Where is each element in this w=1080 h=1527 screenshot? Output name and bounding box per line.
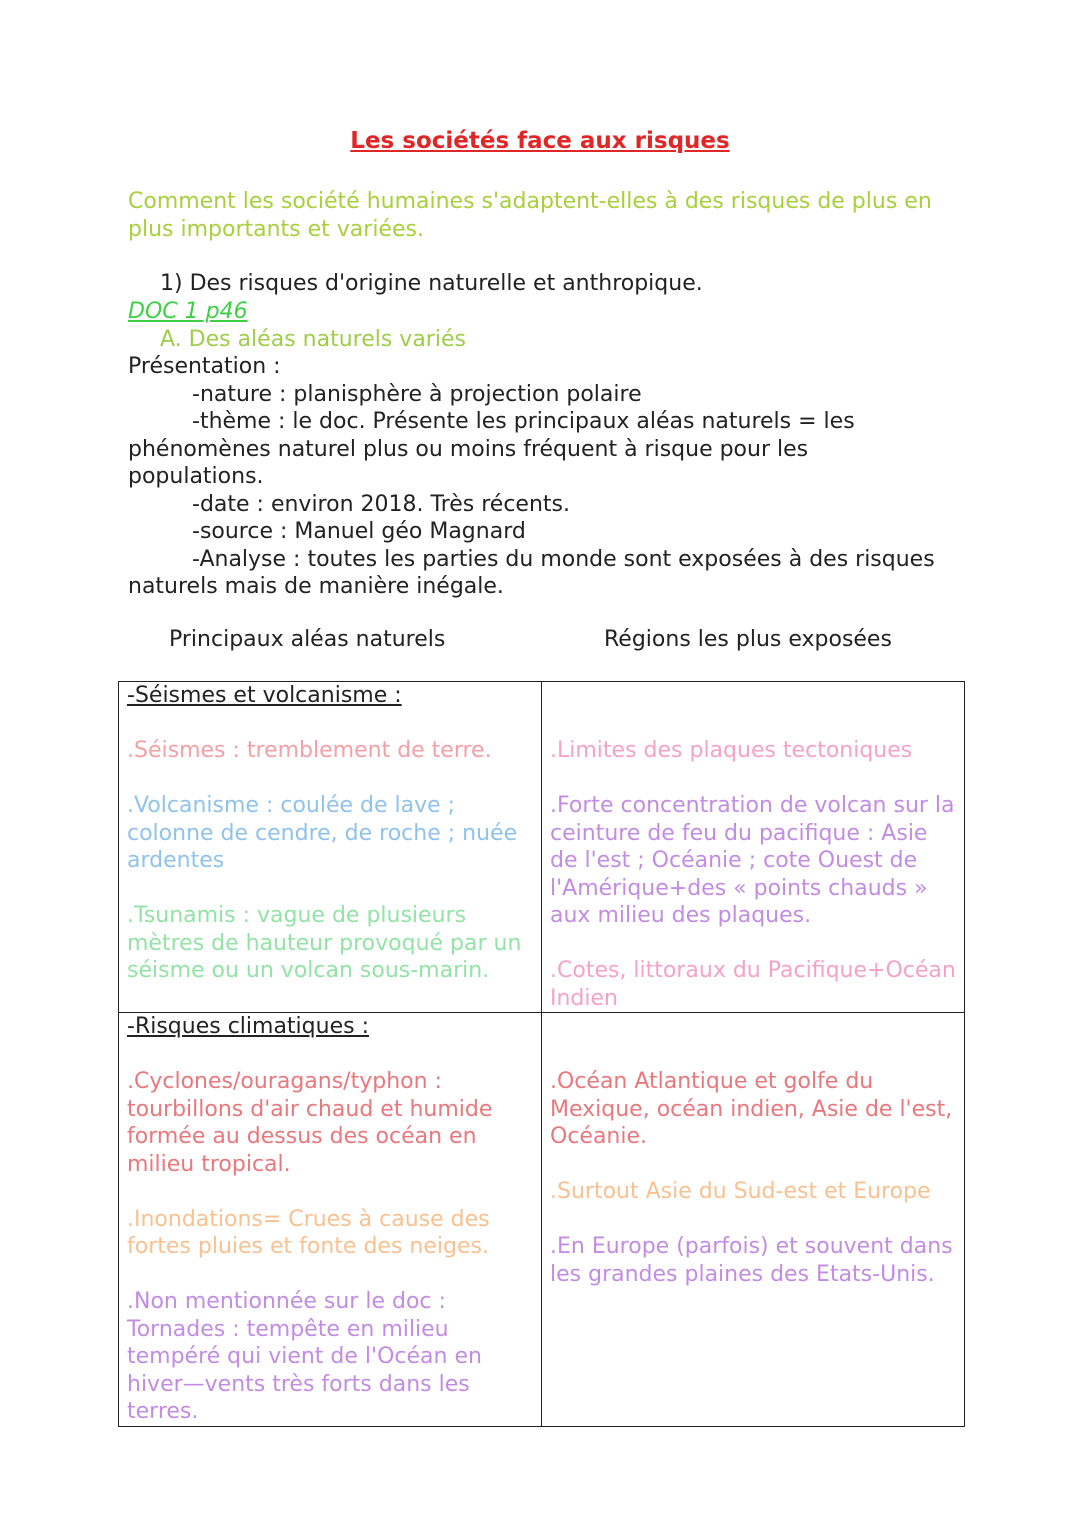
presentation-theme-continued: phénomènes naturel plus ou moins fréquent à risque pour les populations.	[128, 436, 809, 489]
column-header-left: Principaux aléas naturels	[169, 627, 446, 652]
region-text: .Cotes, littoraux du Pacifique+Océan Indien	[550, 958, 956, 1011]
presentation-analyse-continued: naturels mais de manière inégale.	[128, 574, 504, 599]
presentation-heading: Présentation :	[128, 354, 281, 379]
hazard-text: .Séismes : tremblement de terre.	[127, 738, 492, 763]
region-text: .Surtout Asie du Sud-est et Europe	[550, 1179, 931, 1204]
presentation-nature: -nature : planisphère à projection polaire	[192, 381, 642, 407]
subsection-heading-a: A. Des aléas naturels variés	[160, 327, 466, 352]
hazard-text: .Volcanisme : coulée de lave ; colonne de cendre, de roche ; nuée ardentes	[127, 793, 518, 873]
presentation-analyse: -Analyse : toutes les parties du monde sont exposées à des risques	[192, 546, 935, 572]
hazard-text: .Inondations= Crues à cause des fortes pluies et fonte des neiges.	[127, 1206, 490, 1259]
region-text: .En Europe (parfois) et souvent dans les grandes plaines des Etats-Unis.	[550, 1234, 953, 1287]
presentation-date: -date : environ 2018. Très récents.	[192, 491, 570, 517]
presentation-block	[128, 353, 948, 601]
hazard-text: .Tsunamis : vague de plusieurs mètres de hauteur provoqué par un séisme ou un volcan sous-marin.	[127, 903, 522, 983]
presentation-source: -source : Manuel géo Magnard	[192, 519, 526, 544]
hazard-text: .Cyclones/ouragans/typhon : tourbillons d'air chaud et humide formée au dessus des océan en milieu tropical.	[127, 1069, 493, 1177]
region-text: .Forte concentration de volcan sur la ceinture de feu du pacifique : Asie de l'est ; Océanie ; cote Ouest de l'Amérique+des « points chauds » aux milieu des plaques.	[550, 793, 955, 928]
table-cell	[119, 682, 542, 1013]
presentation-theme: -thème : le doc. Présente les principaux aléas naturels = les	[192, 409, 855, 434]
table-row	[119, 682, 965, 1013]
column-header-right: Régions les plus exposées	[604, 627, 892, 652]
doc-reference-link[interactable]: DOC 1 p46	[128, 299, 248, 324]
region-text: .Limites des plaques tectoniques	[550, 738, 913, 763]
table-cell	[119, 1013, 542, 1427]
table-cell	[542, 682, 965, 1013]
section-heading: -Risques climatiques :	[127, 1014, 369, 1039]
problematique: Comment les société humaines s'adaptent-elles à des risques de plus en plus importants et variées.	[128, 189, 932, 242]
table-cell	[542, 1013, 965, 1427]
page-title: Les sociétés face aux risques	[350, 128, 730, 154]
hazards-table	[118, 681, 965, 1427]
section-heading: -Séismes et volcanisme :	[127, 683, 402, 708]
hazard-text: .Non mentionnée sur le doc : Tornades : tempête en milieu tempéré qui vient de l'Océan en hiver—vents très forts dans les terres.	[127, 1289, 482, 1424]
region-text: .Océan Atlantique et golfe du Mexique, océan indien, Asie de l'est, Océanie.	[550, 1069, 953, 1149]
section-heading-1: 1) Des risques d'origine naturelle et anthropique.	[160, 271, 703, 296]
table-row	[119, 1013, 965, 1427]
